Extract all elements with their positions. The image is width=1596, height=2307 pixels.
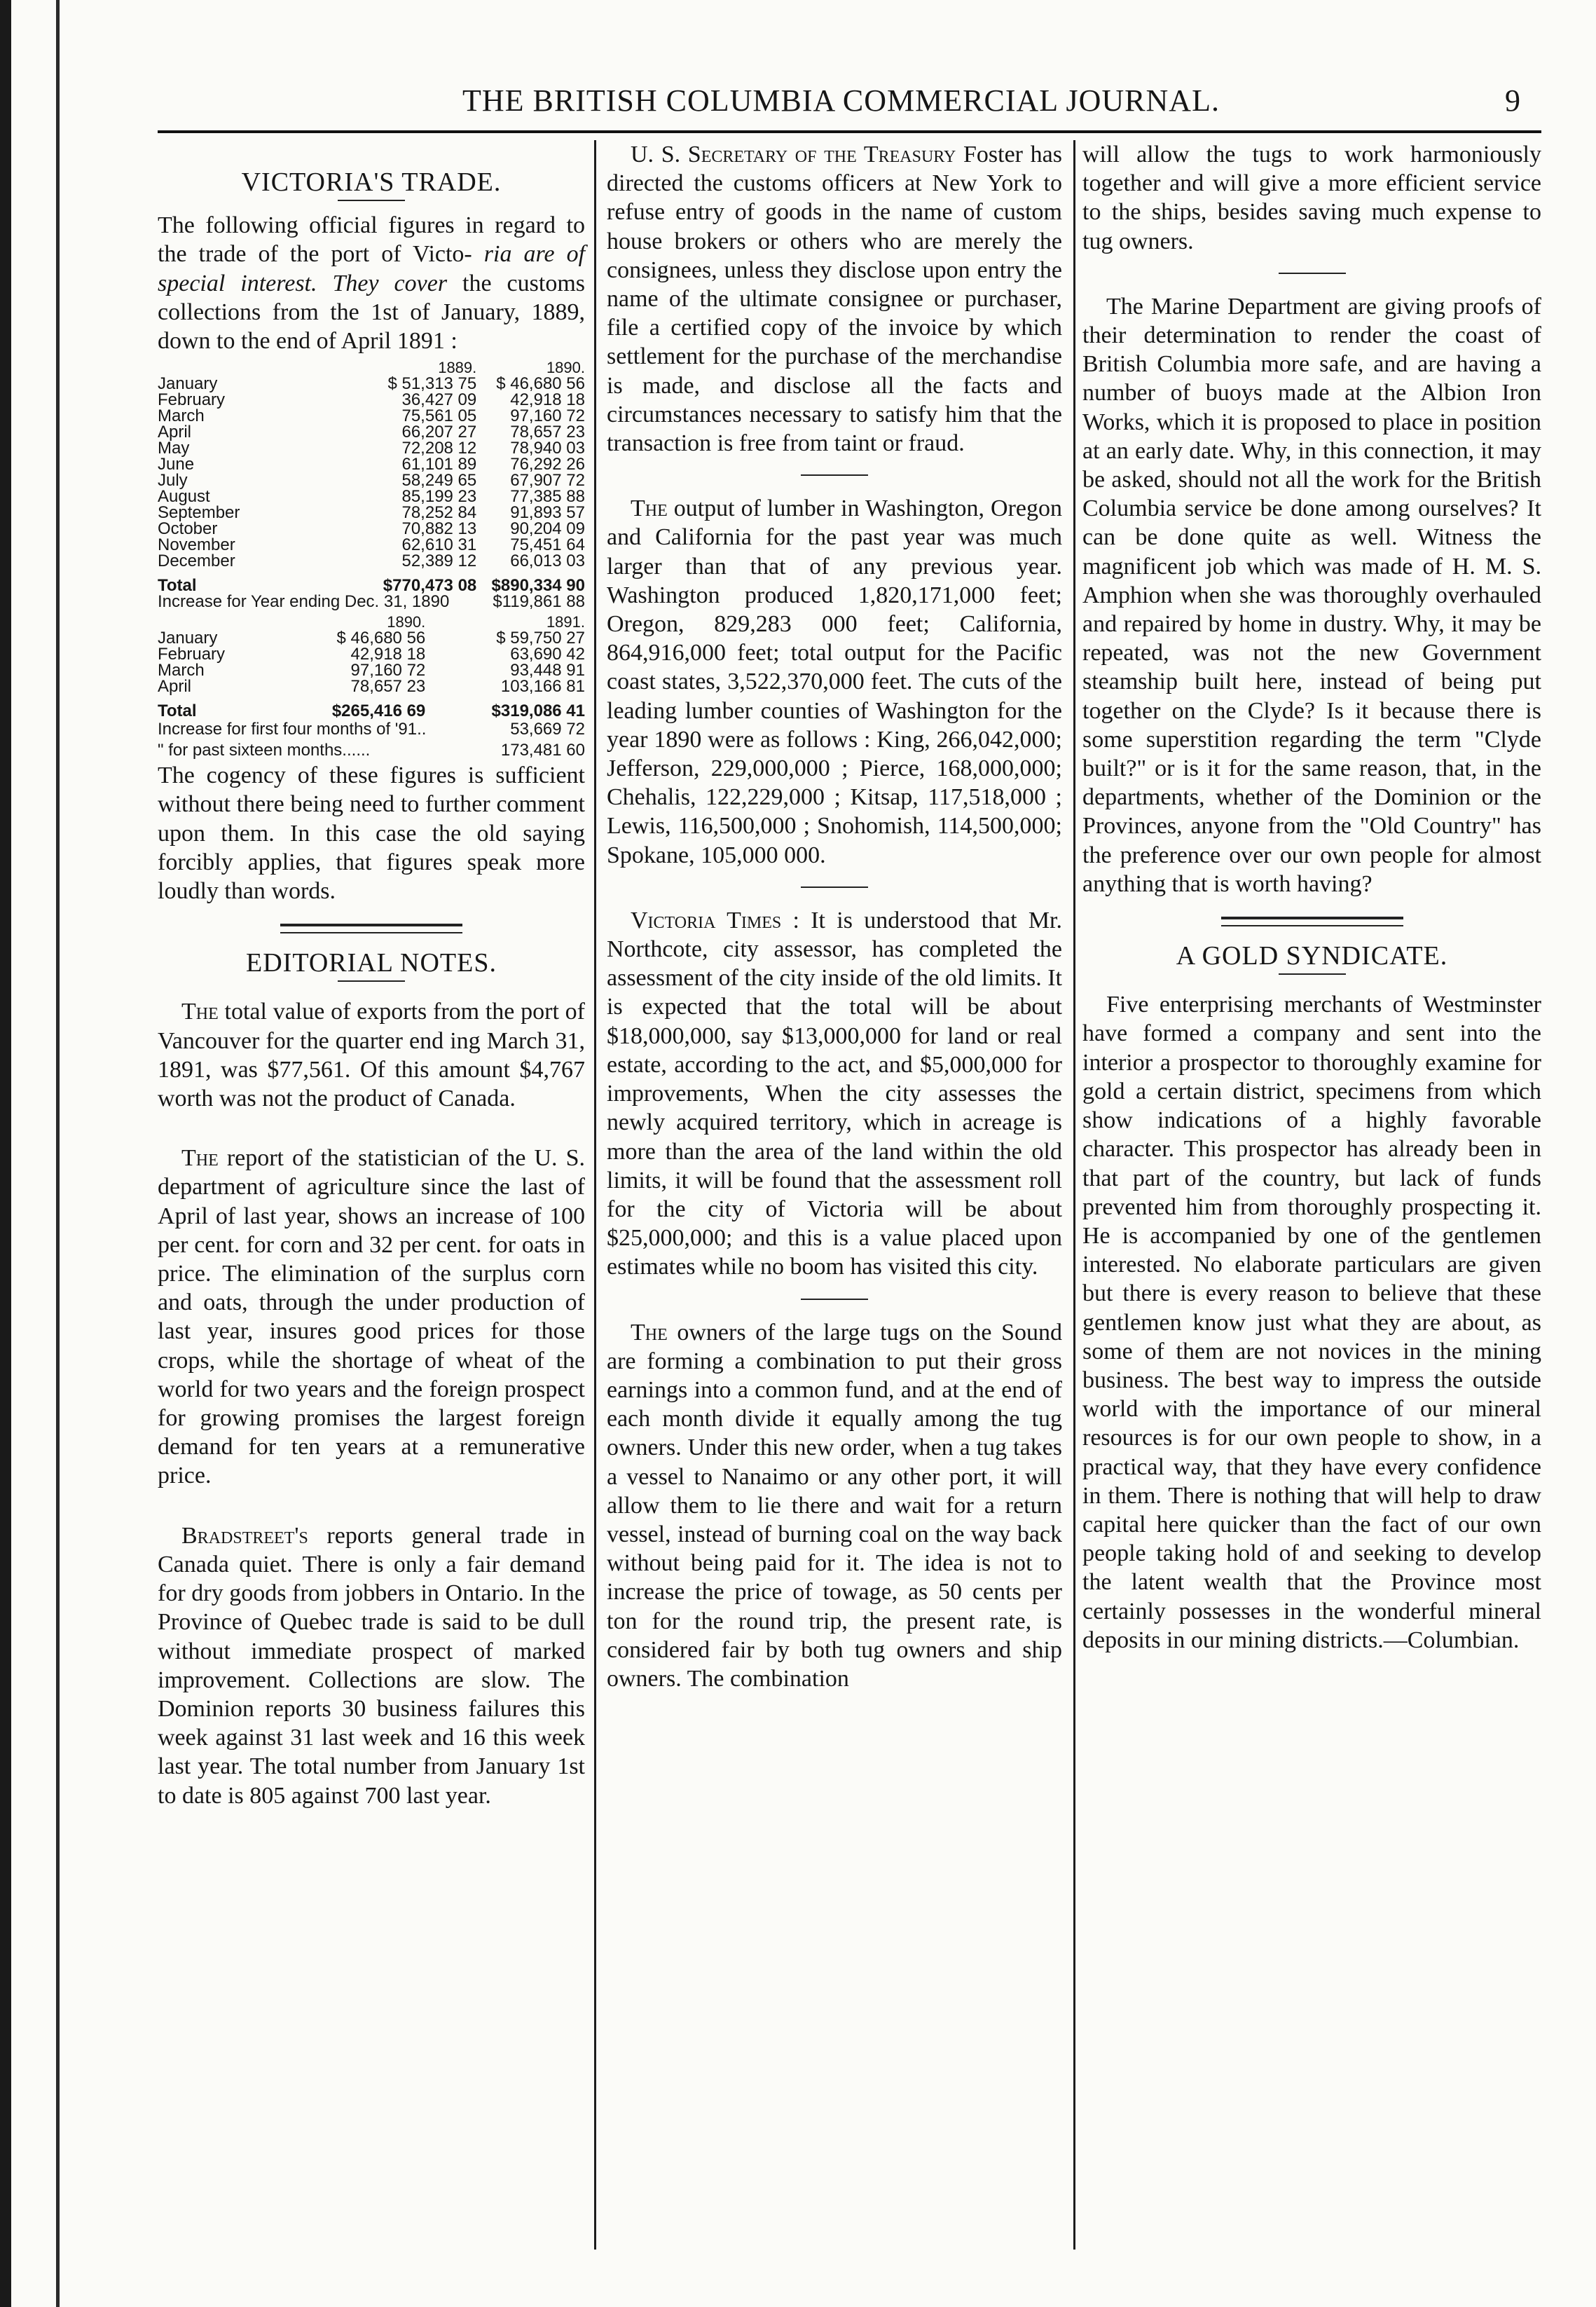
increase-value: $119,861 88 (493, 592, 585, 612)
victorias-trade-heading: VICTORIA'S TRADE. (241, 167, 502, 197)
table-row (158, 408, 585, 424)
column-1 (158, 140, 585, 1810)
header-rule (158, 130, 1541, 133)
value-cell: 70,882 13 (401, 519, 477, 539)
double-rule (280, 924, 462, 933)
section-rule (801, 1299, 868, 1300)
article-paragraph: Victoria Times : It is understood that Mr. Northcote, city assessor, has completed the assessment of the city inside of the old limits. It is expected that the total will be about $18,000,000, say $13,000,000 for land or real estate, according to the act, and $5,000,000 for improvements, When the city assesses the newly acquired territory, which in acreage is more than the area of the land within the old limits, it will be found that the assessment roll for the city of Victoria will be about $25,000,000; and this is a value placed upon estimates while no boom has visited this city. (607, 907, 1062, 1280)
table-row (158, 440, 585, 456)
editorial-notes-heading: EDITORIAL NOTES. (246, 948, 497, 978)
value-cell: 66,207 27 (401, 423, 477, 442)
value-cell: 62,610 31 (401, 535, 477, 555)
table-row (158, 472, 585, 488)
month-cell: February (158, 390, 226, 410)
column-3 (1082, 140, 1541, 1655)
increase-row (158, 594, 585, 610)
month-cell: September (158, 503, 240, 523)
article-paragraph: Five enterprising merchants of Westminster have formed a company and sent into the interior a prospector to thoroughly examine for gold a certain district, specimens from which show indications of a highly favorable character. This prospector has already been in that part of the country, but lack of funds prevented him from thoroughly prospecting it. He is accompanied by one of the gentlemen interested. No elaborate particulars are given but there is every reason to believe that these gentlemen know just what they are about, as some of them are not novices in the mining business. The best way to impress the outside world with the importance of our mineral resources is for our own people to show, in a practical way, that they have every confidence in them. There is nothing that will help to draw capital here quicker than the fact of our own people taking hold of and seeking to develop the latent wealth that the Province most certainly possesses in the wonderful mineral deposits in our mining districts.—Columbian. (1082, 992, 1541, 1653)
value-cell: 90,204 09 (510, 519, 585, 539)
month-cell: October (158, 519, 218, 539)
table-row (158, 424, 585, 440)
total-value: $770,473 08 (383, 576, 477, 596)
table-row (158, 456, 585, 472)
editorial-paragraph: Bradstreet's reports general trade in Canada quiet. There is only a fair demand for dry goods from jobbers in Ontario. In the Province of Quebec trade is said to be dull without immediate prospect of marked improvement. Collections are slow. The Dominion reports 30 business failures this week against 31 last week and 16 this week last year. The total number from January 1st to date is 805 against 700 last year. (158, 1522, 585, 1809)
table-row (158, 376, 585, 392)
editorial-paragraph: The total value of exports from the port of Vancouver for the quarter end ing March 31, 1891, was $77,561. Of this amount $4,767 worth was not the product of Canada. (158, 999, 585, 1112)
total-value: $265,416 69 (331, 701, 426, 721)
month-cell: February (158, 645, 226, 664)
table-row (158, 521, 585, 537)
value-cell: 42,918 18 (350, 645, 426, 664)
month-cell: May (158, 439, 190, 458)
value-cell: 61,101 89 (401, 455, 477, 474)
column-rule (1073, 140, 1075, 2250)
month-cell: March (158, 406, 205, 426)
table-row (158, 662, 585, 678)
table-row (158, 488, 585, 505)
column-2 (607, 140, 1062, 1693)
section-rule (338, 200, 405, 201)
month-cell: January (158, 374, 218, 394)
year-header: 1890. (546, 359, 585, 377)
value-cell: 58,249 65 (401, 471, 477, 491)
table-row (158, 505, 585, 521)
section-rule (1279, 273, 1346, 274)
month-cell: July (158, 471, 188, 491)
page-edge-shadow (0, 0, 11, 2307)
table-row (158, 646, 585, 662)
month-cell: August (158, 487, 210, 507)
month-cell: April (158, 677, 192, 697)
table-row (158, 537, 585, 553)
article-paragraph: U. S. Secretary of the Treasury Foster has directed the customs officers at New York to refuse entry of goods in the name of custom house brokers or others who are merely the consignees, unless they disclose upon entry the name of the ultimate consignee or purchaser, file a certified copy of the invoice by which settlement for the purchase of the merchandise is made, and disclose all the facts and circumstances necessary to satisfy him that the transaction is free from taint or fraud. (607, 142, 1062, 457)
total-row (158, 694, 585, 719)
value-cell: $ 59,750 27 (496, 629, 585, 648)
table-header-row (158, 610, 585, 630)
total-value: $890,334 90 (491, 576, 585, 596)
article-paragraph: will allow the tugs to work harmoniously together and will give a more efficient service to the ships, besides saving much expense to tug owners. (1082, 142, 1541, 254)
value-cell: 36,427 09 (401, 390, 477, 410)
table-header-row (158, 355, 585, 376)
value-cell: 91,893 57 (510, 503, 585, 523)
article-paragraph: The Marine Department are giving proofs of their determination to render the coast of British Columbia more safe, and are having a number of buoys made at the Albion Iron Works, which it is proposed to place in position at an early date. Why, in this connection, it may be asked, should not all the work for the British Columbia service be done among ourselves? It can be done quite as well. Witness the magnificent job which was made of H. M. S. Amphion when she was thoroughly overhauled and repaired by home in dustry. Why, it may be repeated, was not the new Government steamship built here, instead of being put together on the Clyde? Is it because there is some superstition regarding the term "Clyde built?" or is it for the same reason, that, in the departments, whether of the Dominion or the Provinces, anyone from the "Old Country" has the preference over our own people for almost anything that is worth having? (1082, 293, 1541, 897)
section-rule (801, 886, 868, 888)
double-rule (1221, 917, 1403, 926)
column-rule (594, 140, 596, 2250)
table-row (158, 678, 585, 694)
gold-syndicate-heading: A GOLD SYNDICATE. (1176, 941, 1448, 971)
value-cell: 75,451 64 (510, 535, 585, 555)
value-cell: 78,252 84 (401, 503, 477, 523)
month-cell: December (158, 552, 235, 571)
victoria-intro: The following official figures in regard to the trade of the port of Victo- ria are of special interest. They cover the customs collections from the 1st of January, 1889, down to the end of April 1891 : (158, 212, 586, 355)
value-cell: 67,907 72 (510, 471, 585, 491)
binding-line (56, 0, 60, 2307)
total-label: Total (158, 701, 197, 721)
value-cell: 78,940 03 (510, 439, 585, 458)
table-row (158, 392, 585, 408)
value-cell: 77,385 88 (510, 487, 585, 507)
value-cell: 52,389 12 (401, 552, 477, 571)
article-paragraph: The output of lumber in Washington, Oregon and California for the past year was much larger than that of any previous year. Washington produced 1,820,171,000 feet; Oregon, 829,283 000 feet; California, 864,916,000 feet; total output for the Pacific coast states, 3,522,370,000 feet. The cuts of the leading lumber counties of Washington for the year 1890 were as follows : King, 266,042,000; Jefferson, 229,000,000 ; Pierce, 168,000,000; Chehalis, 122,229,000 ; Kitsap, 117,518,000 ; Lewis, 116,500,000 ; Snohomish, 114,500,000; Spokane, 105,000 000. (607, 495, 1062, 868)
value-cell: 97,160 72 (510, 406, 585, 426)
value-cell: 76,292 26 (510, 455, 585, 474)
editorial-paragraph: The report of the statistician of the U. S. department of agriculture since the last of April of last year, shows an increase of 100 per cent. for corn and 32 per cent. for oats in price. The elimination of the surplus corn and oats, through the under production of last year, insures good prices for those crops, while the shortage of wheat of the world for two years and the foreign prospect for growing promises the largest foreign demand for ten years at a remunerative price. (158, 1145, 585, 1489)
value-cell: 93,448 91 (510, 661, 585, 680)
month-cell: March (158, 661, 205, 680)
month-cell: November (158, 535, 235, 555)
section-rule (1279, 973, 1346, 975)
year-header: 1891. (546, 613, 585, 631)
month-cell: January (158, 629, 218, 648)
value-cell: 42,918 18 (510, 390, 585, 410)
blank (158, 610, 266, 630)
total-row (158, 569, 585, 594)
victoria-closing: The cogency of these figures is sufficient without there being need to further comment upon them. In this case the old saying forcibly applies, that figures speak more loudly than words. (158, 762, 585, 905)
customs-table (158, 355, 585, 610)
section-rule (338, 980, 405, 982)
month-cell: April (158, 423, 192, 442)
section-rule (801, 474, 868, 476)
value-cell: 75,561 05 (401, 406, 477, 426)
total-label: Total (158, 576, 197, 596)
increase-label: Increase for Year ending Dec. 31, 1890 (158, 592, 450, 612)
month-cell: June (158, 455, 195, 474)
value-cell: 78,657 23 (510, 423, 585, 442)
value-cell: $ 51,313 75 (387, 374, 477, 394)
page-header (154, 83, 1541, 125)
value-cell: $ 46,680 56 (496, 374, 585, 394)
increase-line: Increase for first four months of '91.. 53,669 72 (158, 720, 585, 739)
value-cell: 66,013 03 (510, 552, 585, 571)
year-header: 1889. (438, 359, 477, 377)
value-cell: 63,690 42 (510, 645, 585, 664)
table-row (158, 630, 585, 646)
value-cell: 103,166 81 (500, 677, 585, 697)
value-cell: $ 46,680 56 (336, 629, 426, 648)
blank (158, 355, 302, 376)
total-value: $319,086 41 (491, 701, 585, 721)
customs-table-1891 (158, 610, 585, 719)
journal-title: THE BRITISH COLUMBIA COMMERCIAL JOURNAL. (462, 83, 1220, 118)
value-cell: 78,657 23 (350, 677, 426, 697)
page-number: 9 (1505, 83, 1520, 118)
increase-line: " for past sixteen months...... 173,481 60 (158, 741, 585, 760)
value-cell: 85,199 23 (401, 487, 477, 507)
table-row (158, 553, 585, 569)
year-header: 1890. (387, 613, 426, 631)
value-cell: 72,208 12 (401, 439, 477, 458)
article-paragraph: The owners of the large tugs on the Sound are forming a combination to put their gross earnings into a common fund, and at the end of each month divide it equally among the tug owners. Under this new order, when a tug takes a vessel to Nanaimo or any other port, it will allow them to lie there and wait for a return vessel, instead of burning coal on the way back without being paid for it. The idea is not to increase the price of towage, as 50 cents per ton for the round trip, the present rate, is considered fair by both tug owners and ship owners. The combination (607, 1319, 1062, 1692)
value-cell: 97,160 72 (350, 661, 426, 680)
